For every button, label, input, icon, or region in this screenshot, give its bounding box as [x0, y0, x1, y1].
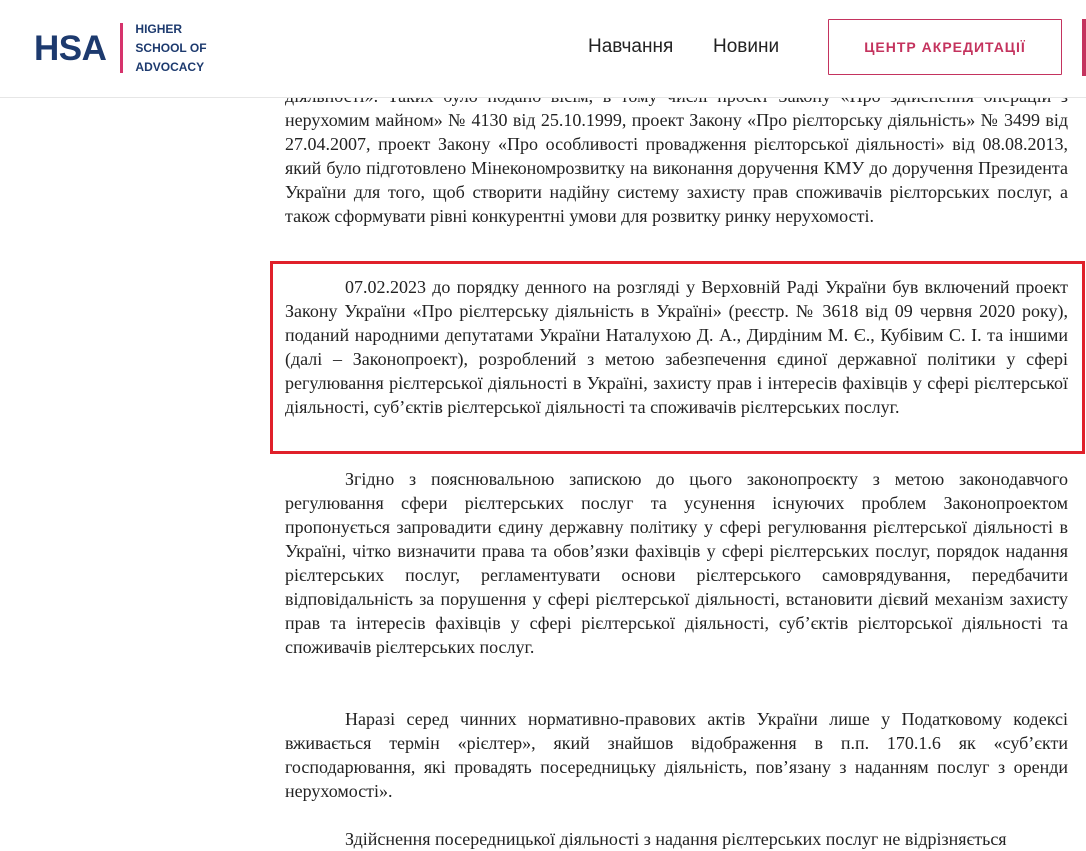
article-paragraph: Згідно з пояснювальною запискою до цього законопроєкту з метою законодавчого регулювання сфери рієлтерських послуг та усунення існуючих проблем Законопроектом пропонується запровадити єдину державну політику у сфері регулювання рієлтерської діяльності в Україні, чітко визначити права та обов’язки фахівців у сфері рієлтерських послуг, порядок надання рієлтерських послуг, регламентувати основи рієлтерського самоврядування, передбачити відповідальність за порушення у сфері рієлтерської діяльності, встановити дієвий механізм захисту прав та інтересів фахівців у сфері рієлтерської діяльності, суб’єктів рієлторської діяльності та споживачів рієлтерських послуг. — [285, 469, 1068, 657]
article-paragraph-highlighted: 07.02.2023 до порядку денного на розгляді у Верховній Раді України був включений проект Закону України «Про рієлтерську діяльність в Україні» (реєстр. № 3618 від 09 червня 2020 року), поданий народними депутатами України Наталухою Д. А., Дирдіним М. Є., Кубівим С. І. та іншими (далі – Законопроект), розроблений з метою забезпечення єдиної державної політики у сфері регулювання рієлтерської діяльності в Україні, захисту прав і інтересів фахівців у сфері рієлтерської діяльності, суб’єктів рієлтерської діяльності та споживачів рієлтерських послуг. — [285, 277, 1068, 417]
article-paragraph: нерухомим майном» № 4130 від 25.10.1999, проект Закону «Про рієлторську діяльність» № 3499 від 27.04.2007, проект Закону «Про особливості провадження рієлторської діяльності» від 08.08.2013, який було підготовлено Мінекономрозвитку на виконання доручення КМУ до доручення Президента України для того, щоб створити надійну систему захисту прав споживачів рієлторських послуг, а також сформувати рівні конкурентні умови для розвитку ринку нерухомості. — [285, 110, 1068, 226]
logo-line: HIGHER — [135, 21, 183, 36]
logo-wordmark — [135, 20, 206, 77]
hsa-logo[interactable] — [34, 20, 207, 76]
logo-divider — [120, 23, 123, 73]
logo-line: ADVOCACY — [135, 59, 205, 74]
accreditation-center-button[interactable]: ЦЕНТР АКРЕДИТАЦІЇ — [828, 19, 1062, 75]
nav-link-news[interactable]: Новини — [713, 36, 780, 57]
logo-line: SCHOOL OF — [135, 40, 207, 55]
article-paragraph: Здійснення посередницької діяльності з надання рієлтерських послуг не відрізняється — [345, 829, 1007, 849]
edge-button-fragment[interactable] — [1082, 19, 1086, 76]
logo-mark: HSA — [34, 28, 107, 68]
nav-link-education[interactable]: Навчання — [588, 36, 674, 57]
article-paragraph: Наразі серед чинних нормативно-правових актів України лише у Податковому кодексі вживається термін «рієлтер», який знайшов відображення в п.п. 170.1.6 як «суб’єкти господарювання, які провадять посередницьку діяльність, пов’язану з наданням послуг з оренди нерухомості». — [285, 709, 1068, 801]
site-header — [0, 0, 1086, 98]
